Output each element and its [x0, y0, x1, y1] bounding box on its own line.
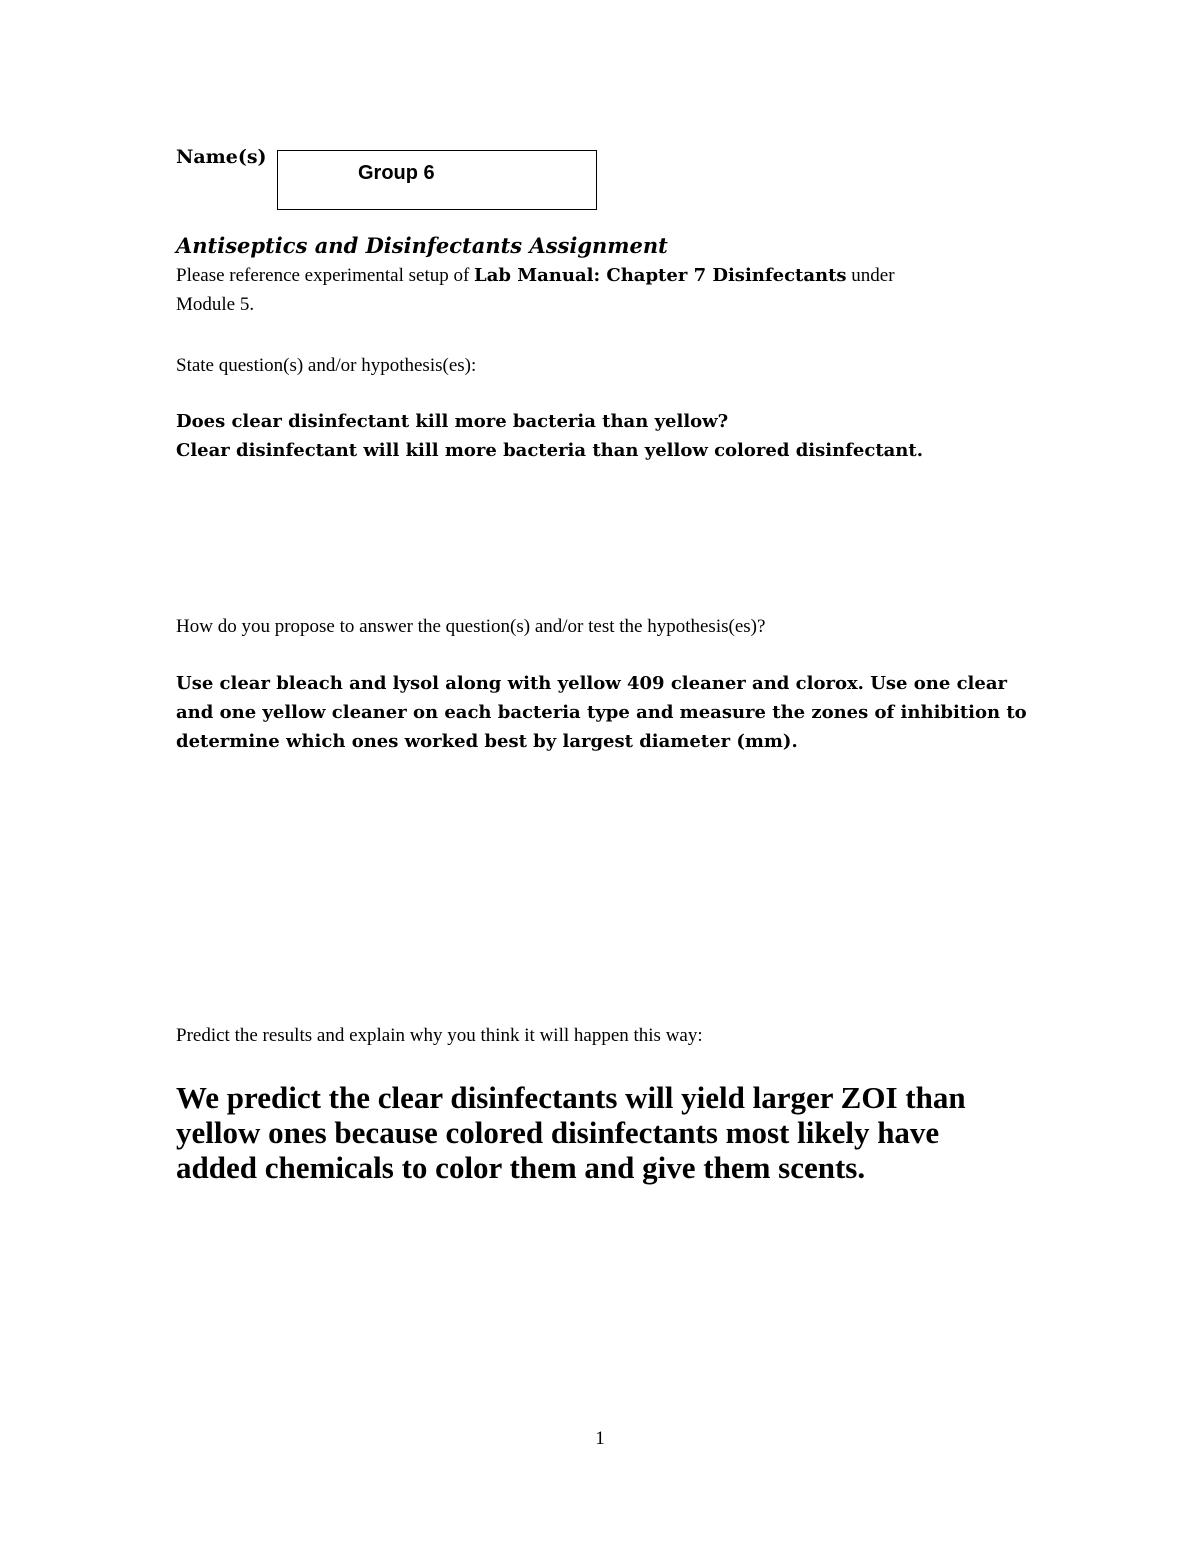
answer-line: determine which ones worked best by largest diameter (mm). — [176, 731, 798, 752]
answer-line: Clear disinfectant will kill more bacteria than yellow colored disinfectant. — [176, 440, 923, 461]
names-box — [277, 150, 597, 210]
assignment-content — [176, 231, 1036, 1185]
answer-line: yellow ones because colored disinfectants most likely have — [176, 1115, 940, 1150]
assignment-title: Antiseptics and Disinfectants Assignment — [176, 233, 668, 258]
question-3-prompt: Predict the results and explain why you think it will happen this way: — [176, 1025, 703, 1046]
answer-line: We predict the clear disinfectants will yield larger ZOI than — [176, 1080, 966, 1115]
question-1-answer — [176, 407, 1036, 465]
names-label: Name(s) — [176, 146, 267, 168]
reference-paragraph — [176, 261, 1036, 319]
answer-line: and one yellow cleaner on each bacteria type and measure the zones of inhibition to — [176, 702, 1027, 723]
reference-suffix: under — [851, 265, 895, 286]
names-value: Group 6 — [358, 162, 435, 184]
question-3-answer — [176, 1080, 1036, 1185]
answer-line: Does clear disinfectant kill more bacteria than yellow? — [176, 411, 729, 432]
reference-bold: Lab Manual: Chapter 7 Disinfectants — [474, 265, 847, 286]
answer-line: Use clear bleach and lysol along with yellow 409 cleaner and clorox. Use one clear — [176, 673, 1007, 694]
answer-line: added chemicals to color them and give them scents. — [176, 1150, 866, 1185]
reference-line2: Module 5. — [176, 294, 255, 315]
question-2-answer — [176, 669, 1036, 756]
question-1-prompt: State question(s) and/or hypothesis(es): — [176, 355, 477, 376]
question-2-prompt: How do you propose to answer the question(s) and/or test the hypothesis(es)? — [176, 616, 766, 637]
reference-prefix: Please reference experimental setup of — [176, 265, 470, 286]
page-number: 1 — [595, 1428, 605, 1449]
